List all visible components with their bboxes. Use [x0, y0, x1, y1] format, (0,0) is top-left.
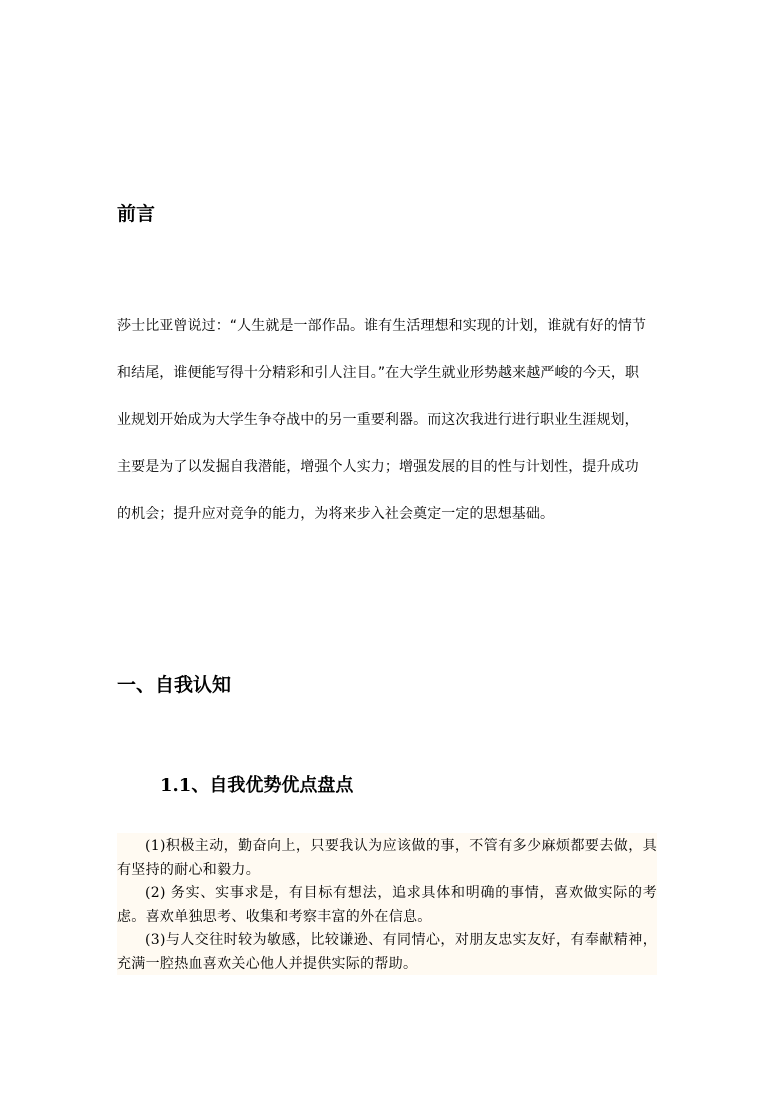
strength-item: (1)积极主动，勤奋向上，只要我认为应该做的事，不管有多少麻烦都要去做，具有坚持的耐心和毅力。: [117, 838, 657, 878]
preface-heading: 前言: [117, 203, 156, 225]
strength-item: (3)与人交往时较为敏感，比较谦逊、有同情心，对朋友忠实友好，有奉献精神，充满一腔热血喜欢关心他人并提供实际的帮助。: [117, 932, 657, 972]
strength-item: (2) 务实、实事求是，有目标有想法，追求具体和明确的事情，喜欢做实际的考虑。喜欢单独思考、收集和考察丰富的外在信息。: [117, 885, 657, 925]
preface-line: 的机会；提升应对竞争的能力，为将来步入社会奠定一定的思想基础。: [117, 506, 555, 522]
preface-line: 业规划开始成为大学生争夺战中的另一重要利器。而这次我进行进行职业生涯规划，: [117, 412, 639, 428]
preface-line: 主要是为了以发掘自我潜能，增强个人实力；增强发展的目的性与计划性，提升成功: [117, 459, 639, 475]
section-heading-self-awareness: 一、自我认知: [117, 674, 232, 696]
preface-line: 和结尾，谁便能写得十分精彩和引人注目。”在大学生就业形势越来越严峻的今天，职: [117, 365, 640, 381]
preface-paragraph: [117, 311, 662, 546]
strengths-block: [117, 833, 657, 975]
subsection-heading-strengths: 1.1、自我优势优点盘点: [160, 775, 354, 796]
preface-line: 莎士比亚曾说过：“人生就是一部作品。谁有生活理想和实现的计划，谁就有好的情节: [117, 318, 647, 334]
